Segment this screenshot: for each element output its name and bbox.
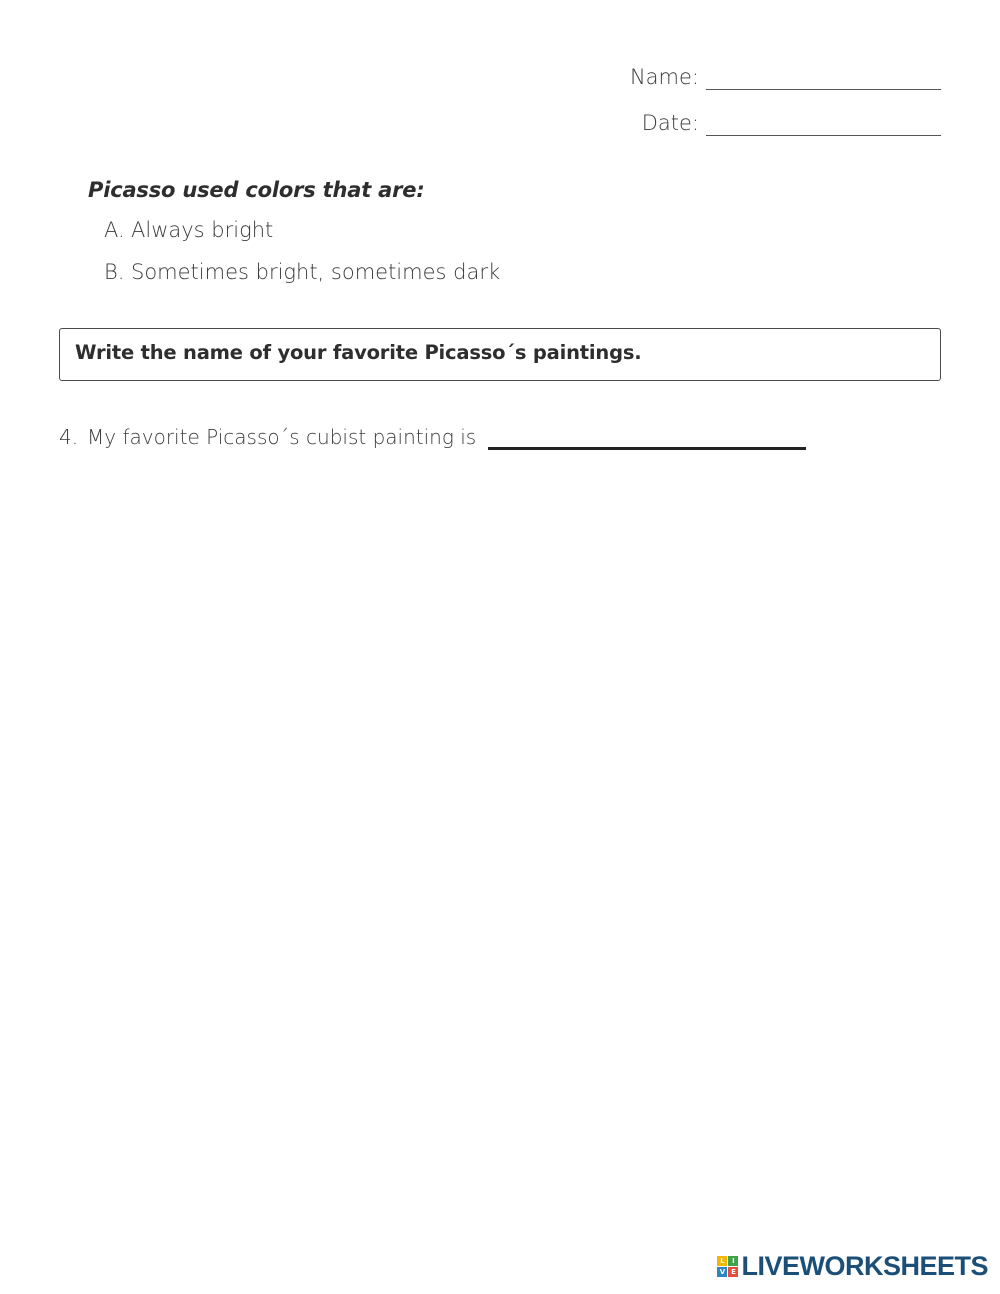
sentence-number: 4. — [59, 425, 79, 449]
name-field-row — [630, 64, 941, 90]
option-a[interactable] — [104, 218, 273, 242]
liveworksheets-logo — [717, 1251, 988, 1282]
instruction-text: Write the name of your favorite Picasso´s paintings. — [75, 341, 642, 364]
name-label: Name: — [629, 65, 699, 89]
logo-mark-i: I — [728, 1256, 738, 1266]
date-field-row — [642, 110, 941, 136]
option-a-label: Always bright — [131, 218, 274, 242]
option-b-letter: B. — [104, 260, 125, 284]
logo-mark-e: E — [728, 1267, 738, 1277]
option-b[interactable] — [104, 260, 500, 284]
option-a-letter: A. — [104, 218, 125, 242]
logo-text: LIVEWORKSHEETS — [741, 1251, 988, 1281]
logo-mark-v: V — [717, 1267, 727, 1277]
date-label: Date: — [641, 111, 699, 135]
logo-mark-l: L — [717, 1256, 727, 1266]
date-input[interactable] — [706, 110, 941, 136]
instruction-box — [59, 328, 941, 381]
painting-answer-input[interactable] — [488, 422, 806, 450]
sentence-row — [59, 422, 806, 449]
logo-mark-icon — [717, 1256, 738, 1277]
question-text: Picasso used colors that are: — [88, 178, 425, 202]
sentence-text: My favorite Picasso´s cubist painting is — [87, 425, 477, 449]
name-input[interactable] — [706, 64, 941, 90]
option-b-label: Sometimes bright, sometimes dark — [131, 260, 501, 284]
